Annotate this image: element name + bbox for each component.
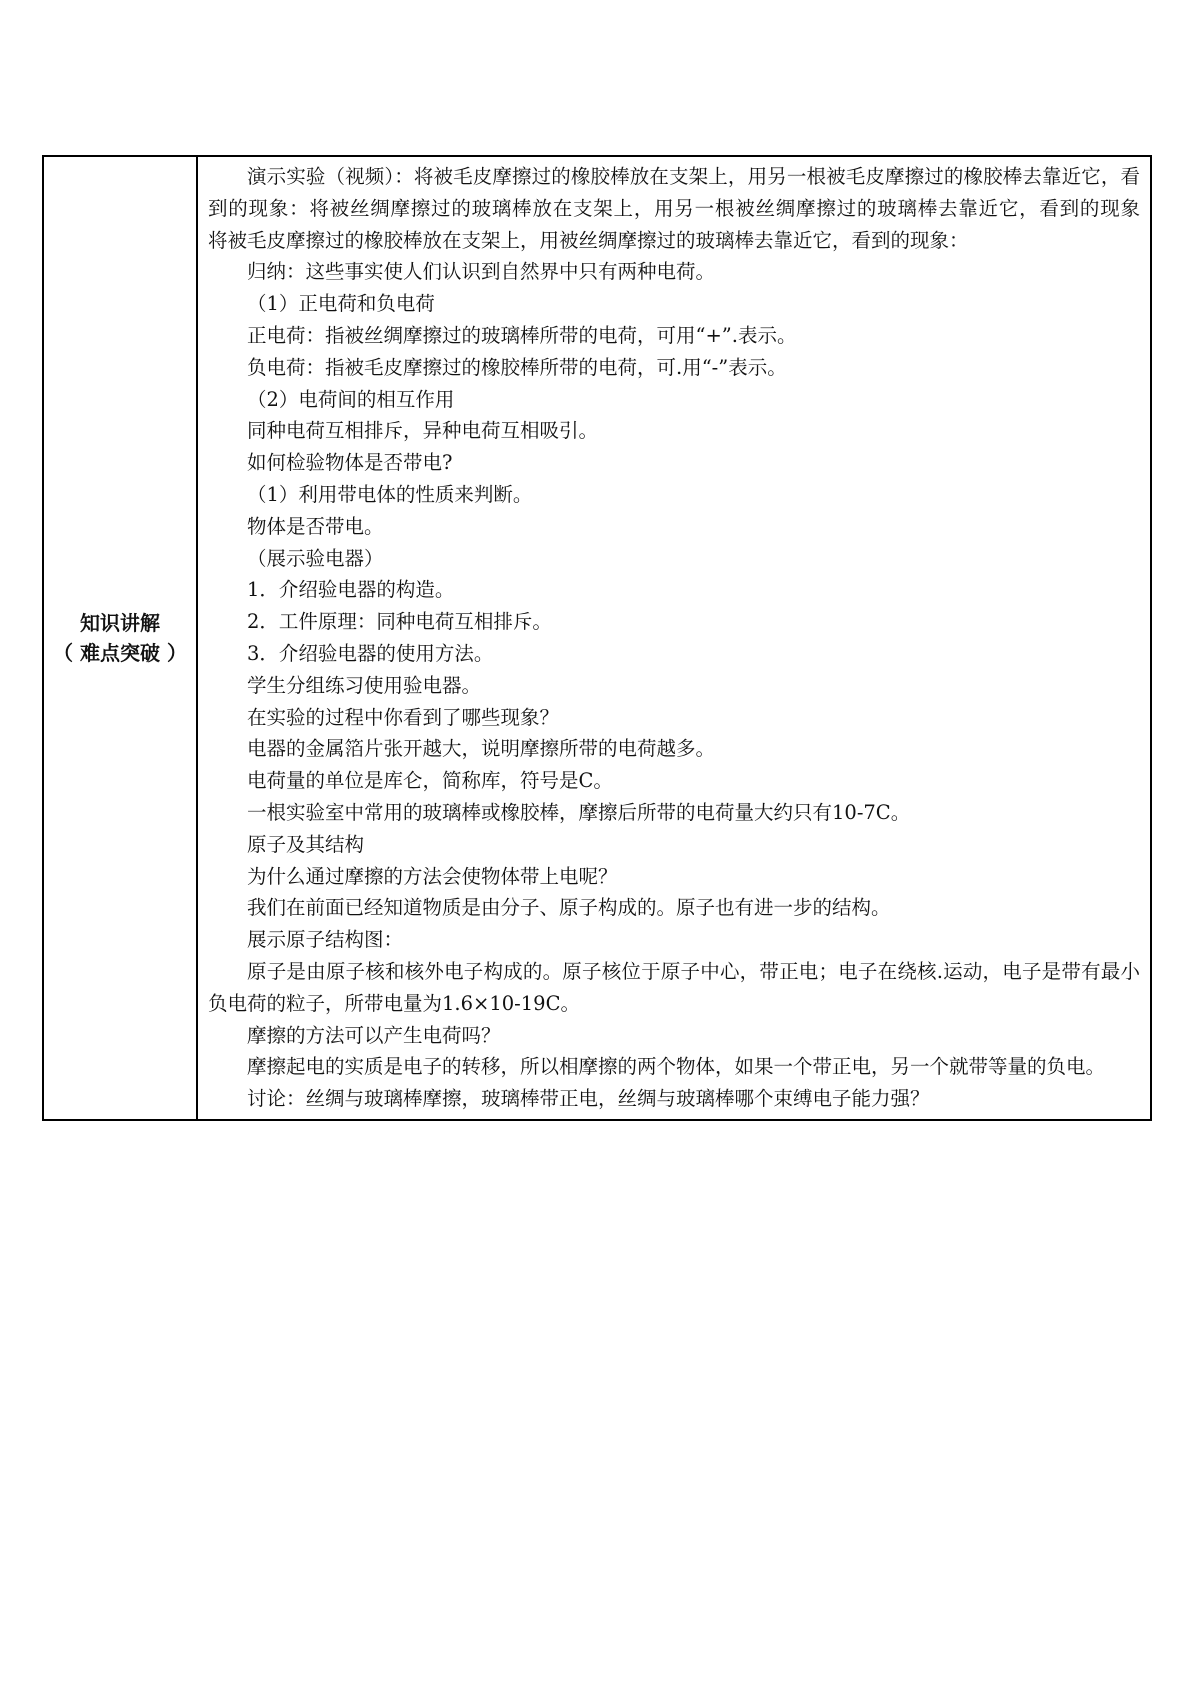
paragraph-step-3: 3．介绍验电器的使用方法。 — [247, 641, 494, 665]
paragraph-question-friction: 为什么通过摩擦的方法会使物体带上电呢？ — [247, 864, 618, 888]
paragraph-summary: 归纳：这些事实使人们认识到自然界中只有两种电荷。 — [247, 260, 716, 284]
paragraph-question-detect: 如何检验物体是否带电? — [247, 451, 453, 475]
paragraph-heading-charges: （1）正电荷和负电荷 — [247, 292, 435, 316]
paragraph-atom-composition: 原子是由原子核和核外电子构成的。原子核位于原子中心，带正电；电子在绕核.运动，电子是带有最小负电荷的粒子，所带电量为1.6×10-19C。 — [208, 959, 1140, 1015]
paragraph-step-1: 1．介绍验电器的构造。 — [247, 578, 455, 602]
section-label-cell — [43, 156, 197, 1120]
lesson-table — [42, 155, 1160, 1121]
paragraph-group-practice: 学生分组练习使用验电器。 — [247, 673, 482, 697]
paragraph-method-1: （1）利用带电体的性质来判断。 — [247, 482, 533, 506]
paragraph-step-2: 2．工件原理：同种电荷互相排斥。 — [247, 610, 552, 634]
paragraph-unit-coulomb: 电荷量的单位是库仑，简称库，符号是C。 — [247, 769, 613, 793]
paragraph-discussion: 讨论：丝绸与玻璃棒摩擦，玻璃棒带正电，丝绸与玻璃棒哪个束缚电子能力强？ — [247, 1087, 930, 1111]
paragraph-charge-amount: 一根实验室中常用的玻璃棒或橡胶棒，摩擦后所带的电荷量大约只有10-7C。 — [247, 800, 911, 824]
content-cell — [197, 156, 1160, 1120]
paragraph-negative-charge: 负电荷：指被毛皮摩擦过的橡胶棒所带的电荷，可.用“-”表示。 — [247, 355, 787, 379]
table-row — [43, 156, 1151, 1120]
paragraph-question-produce-charge: 摩擦的方法可以产生电荷吗？ — [247, 1023, 501, 1047]
paragraph-show-atom-diagram: 展示原子结构图： — [247, 928, 404, 952]
paragraph-positive-charge: 正电荷：指被丝绸摩擦过的玻璃棒所带的电荷，可用“+”.表示。 — [247, 323, 797, 347]
paragraph-foil-spread: 电器的金属箔片张开越大，说明摩擦所带的电荷越多。 — [247, 737, 716, 761]
section-label-line1: 知识讲解 — [80, 610, 160, 635]
paragraph-is-charged: 物体是否带电。 — [247, 514, 384, 538]
paragraph-heading-atom: 原子及其结构 — [247, 832, 365, 856]
paragraph-electron-transfer: 摩擦起电的实质是电子的转移，所以相摩擦的两个物体，如果一个带正电，另一个就带等量的负电。 — [247, 1055, 1106, 1079]
paragraph-interaction-rule: 同种电荷互相排斥，异种电荷互相吸引。 — [247, 419, 599, 443]
section-label-line2: （ 难点突破 ） — [53, 640, 187, 665]
paragraph-heading-interaction: （2）电荷间的相互作用 — [247, 387, 455, 411]
paragraph-question-phenomena: 在实验的过程中你看到了哪些现象？ — [247, 705, 560, 729]
paragraph-show-electroscope: （展示验电器） — [247, 546, 384, 570]
paragraph-demo-experiment: 演示实验（视频）：将被毛皮摩擦过的橡胶棒放在支架上，用另一根被毛皮摩擦过的橡胶棒去靠近它，看到的现象：将被丝绸摩擦过的玻璃棒放在支架上，用另一根被丝绸摩擦过的玻璃棒去靠近它，看到的现象 将被毛皮摩擦过的橡胶棒放在支架上，用被丝绸摩擦过的玻璃棒去靠近它，看到的现象： — [208, 165, 1160, 252]
paragraph-matter-structure: 我们在前面已经知道物质是由分子、原子构成的。原子也有进一步的结构。 — [247, 896, 891, 920]
